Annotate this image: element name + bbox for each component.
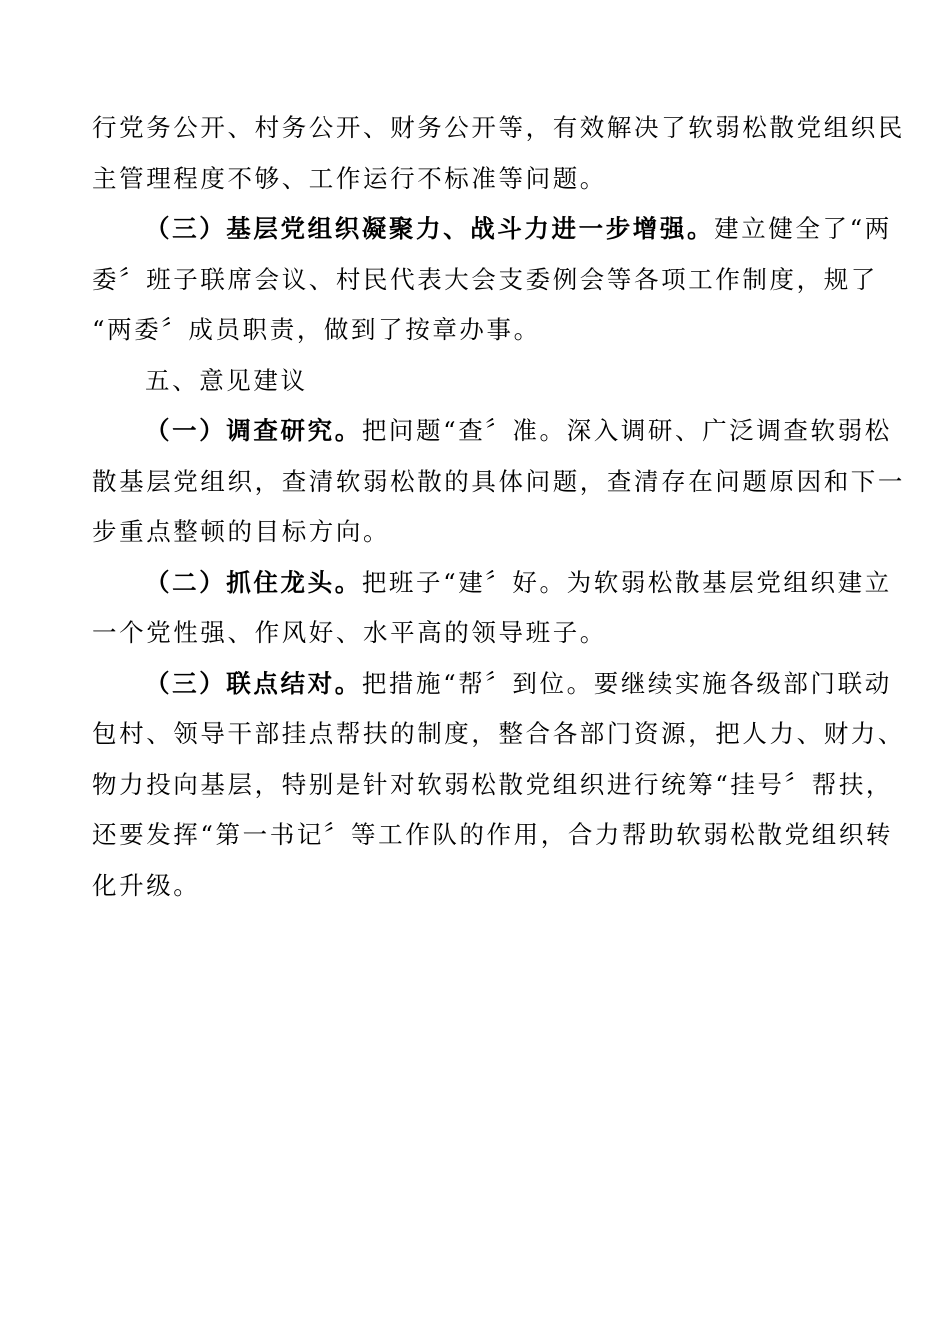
- text-line: [92, 406, 892, 457]
- paragraph-continuation: [92, 103, 905, 204]
- paragraph-cohesion: [92, 204, 892, 356]
- paragraph-heading: （三）联点结对。: [145, 668, 362, 698]
- text-run: 建立健全了“两: [714, 214, 892, 243]
- text-line: “两委〞成员职责，做到了按章办事。: [92, 315, 541, 344]
- document-body: [92, 103, 905, 911]
- text-line: 化升级。: [92, 870, 201, 900]
- paragraph-leadership: [92, 558, 892, 659]
- text-run: 把问题“查〞准。深入调研、广泛调查软弱松: [361, 416, 892, 445]
- text-line: 主管理程度不够、工作运行不标准等问题。: [92, 163, 607, 193]
- paragraph-heading: （二）抓住龙头。: [145, 567, 362, 597]
- text-line: [92, 659, 892, 710]
- paragraph-pairing: [92, 659, 905, 912]
- text-run: 把措施“帮〞到位。要继续实施各级部门联动: [361, 668, 892, 698]
- text-line: 委〞班子联席会议、村民代表大会支委例会等各项工作制度，规了: [92, 264, 878, 294]
- text-line: [92, 204, 892, 255]
- text-run: 把班子“建〞好。为软弱松散基层党组织建立: [361, 567, 892, 597]
- paragraph-heading: （一）调查研究。: [145, 416, 362, 445]
- text-line: 一个党性强、作风好、水平高的领导班子。: [92, 618, 607, 647]
- text-line: [92, 558, 892, 609]
- paragraph-heading: （三）基层党组织凝聚力、战斗力进一步增强。: [145, 214, 715, 243]
- text-line: 步重点整顿的目标方向。: [92, 517, 391, 546]
- section-title: [92, 356, 858, 407]
- text-line: 包村、领导干部挂点帮扶的制度，整合各部门资源，把人力、财力、: [92, 719, 905, 748]
- text-line: 物力投向基层，特别是针对软弱松散党组织进行统筹“挂号〞帮扶，: [92, 769, 894, 799]
- text-line: 还要发挥“第一书记〞等工作队的作用，合力帮助软弱松散党组织转: [92, 820, 894, 849]
- text-line: 行党务公开、村务公开、财务公开等，有效解决了软弱松散党组织民: [92, 113, 905, 142]
- text-line: 散基层党组织，查清软弱松散的具体问题，查清存在问题原因和下一: [92, 466, 905, 496]
- section-title-text: 五、意见建议: [145, 365, 308, 395]
- paragraph-investigation: [92, 406, 905, 558]
